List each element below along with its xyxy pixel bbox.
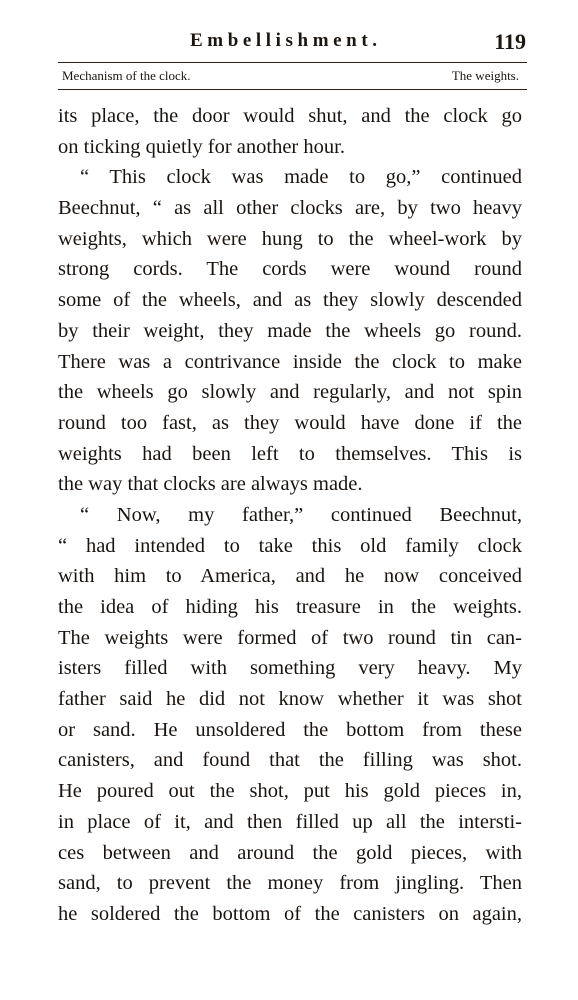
text-line: “ Now, my father,” continued Beechnut,: [80, 503, 522, 526]
running-head-title: Embellishment.: [190, 30, 382, 51]
text-line: canisters, and found that the filling was shot.: [58, 749, 522, 772]
header-rule-top: [58, 62, 527, 63]
text-line: in place of it, and then filled up all the intersti-: [58, 810, 522, 833]
shoulder-note-right: The weights.: [451, 68, 519, 83]
text-line: with him to America, and he now conceived: [58, 565, 522, 588]
text-line: its place, the door would shut, and the clock go: [58, 105, 522, 127]
text-line: on ticking quietly for another hour.: [58, 135, 345, 158]
text-line: There was a contrivance inside the clock to make: [58, 350, 522, 373]
text-line: He poured out the shot, put his gold pieces in,: [58, 780, 522, 803]
text-line: weights had been left to themselves. This is: [58, 442, 522, 465]
text-line: the idea of hiding his treasure in the weights.: [58, 596, 522, 618]
page-number: 119: [494, 29, 526, 54]
text-line: strong cords. The cords were wound round: [58, 258, 522, 281]
text-line: he soldered the bottom of the canisters on again,: [58, 902, 522, 925]
text-line: the wheels go slowly and regularly, and not spin: [58, 381, 522, 404]
text-line: “ This clock was made to go,” continued: [80, 166, 522, 189]
shoulder-note-left: Mechanism of the clock.: [62, 68, 191, 83]
text-line: isters filled with something very heavy. My: [58, 657, 522, 680]
text-line: father said he did not know whether it was shot: [58, 688, 522, 711]
text-line: or sand. He unsoldered the bottom from these: [58, 718, 522, 741]
text-line: The weights were formed of two round tin can-: [58, 626, 522, 649]
text-line: sand, to prevent the money from jingling. Then: [58, 872, 522, 895]
text-line: weights, which were hung to the wheel-work by: [58, 227, 522, 250]
text-line: Beechnut, “ as all other clocks are, by two heavy: [58, 197, 522, 220]
text-line: round too fast, as they would have done if the: [58, 411, 522, 434]
shoulder-notes: [62, 68, 519, 84]
text-line: “ had intended to take this old family clock: [58, 534, 522, 557]
text-line: ces between and around the gold pieces, with: [58, 841, 522, 864]
text-line: the way that clocks are always made.: [58, 473, 363, 496]
text-line: by their weight, they made the wheels go round.: [58, 319, 522, 342]
text-line: some of the wheels, and as they slowly descended: [58, 289, 522, 312]
header-rule-bottom: [58, 89, 527, 90]
body-text: [58, 101, 522, 930]
